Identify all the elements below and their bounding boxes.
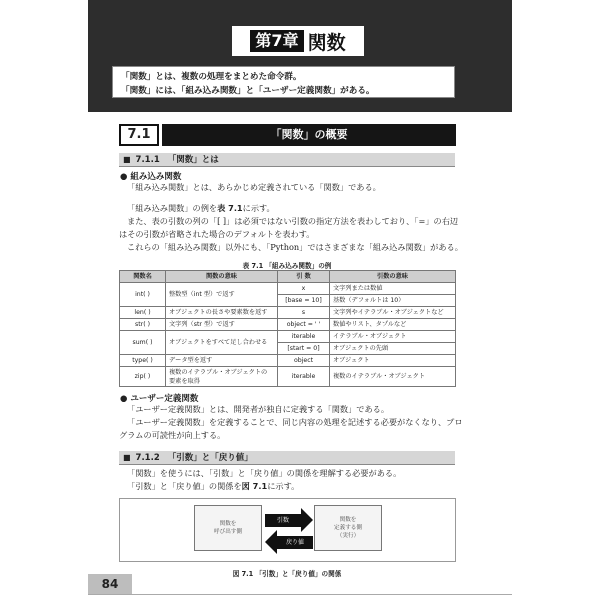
userdef-paragraph: 「ユーザー定義関数」とは、開発者が独自に定義する「関数」である。 [127, 404, 390, 414]
builtin-paragraph: 「組み込み関数」とは、あらかじめ定義されている「関数」である。 [127, 182, 381, 192]
argument-meaning-cell: イテラブル・オブジェクト [330, 331, 456, 343]
section-number: 7.1 [119, 124, 159, 146]
argument-meaning-cell: オブジェクト [330, 355, 456, 367]
text: 「引数」と「戻り値」の関係を [127, 481, 242, 491]
userdef-paragraph: グラムの可読性が向上する。 [119, 430, 226, 440]
function-name-cell: int( ) [120, 283, 166, 307]
meaning-line: 複数のイテラブル・オブジェクトの [169, 368, 268, 376]
function-name-cell: type( ) [120, 355, 166, 367]
builtin-functions-table [119, 270, 456, 387]
function-name-cell: sum( ) [120, 331, 166, 355]
userdef-paragraph: 「ユーザー定義関数」を定義することで、同じ内容の処理を記述する必要がなくなり、プロ [127, 417, 463, 427]
table-reference: 表 7.1 [217, 203, 243, 213]
page-number: 84 [88, 574, 132, 594]
chapter-summary-box [112, 66, 455, 98]
function-name-cell: str( ) [120, 319, 166, 331]
function-meaning-cell: 整数型（int 型）で返す [166, 283, 278, 307]
chapter-number: 第7章 [250, 30, 303, 52]
box-label: 呼び出す側 [214, 529, 242, 535]
argument-cell: iterable [278, 331, 330, 343]
builtin-paragraph: また、表の引数の列の「[ ]」は必須ではない引数の指定方法を表わしており、「=」の右辺 [127, 216, 459, 226]
table-row [120, 319, 456, 331]
text: に示す。 [267, 481, 300, 491]
argument-meaning-cell: 基数（デフォルトは 10） [330, 295, 456, 307]
square-marker-icon: ■ [123, 453, 131, 462]
builtin-paragraph [127, 202, 275, 215]
table-row [120, 367, 456, 387]
text: に示す。 [242, 203, 275, 213]
figure-caption: 図 7.1 「引数」と「戻り値」の関係 [232, 570, 342, 578]
figure-reference: 図 7.1 [241, 481, 268, 491]
table-row [120, 307, 456, 319]
box-label: 関数を [339, 517, 357, 523]
argument-cell: iterable [278, 367, 330, 387]
argument-cell: x [278, 283, 330, 295]
argument-meaning-cell: 文字列または数値 [330, 283, 456, 295]
summary-line: 「関数」とは、複数の処理をまとめた命令群。 [121, 72, 302, 82]
function-meaning-cell: 文字列（str 型）で返す [166, 319, 278, 331]
subsection-number: 7.1.1 [135, 155, 160, 165]
argument-meaning-cell: 複数のイテラブル・オブジェクト [330, 367, 456, 387]
function-meaning-cell: オブジェクトの長さや要素数を返す [166, 307, 278, 319]
section-title: 「関数」の概要 [162, 124, 456, 146]
meaning-line: 要素を取得 [169, 377, 200, 385]
function-meaning-cell [166, 367, 278, 387]
footer-divider [88, 594, 512, 595]
args-paragraph [127, 480, 299, 493]
arrow-label: 戻り値 [277, 536, 313, 549]
builtin-paragraph: はその引数が省略された場合のデフォルトを表わす。 [119, 229, 315, 239]
function-meaning-cell: データ型を返す [166, 355, 278, 367]
subsection-number: 7.1.2 [135, 453, 160, 463]
column-header: 関数の意味 [166, 271, 278, 283]
table-header-row [120, 271, 456, 283]
arrow-right-icon [265, 508, 313, 532]
argument-cell: [start = 0] [278, 343, 330, 355]
subsection-title: 「引数」と「戻り値」 [167, 453, 253, 463]
function-name-cell: len( ) [120, 307, 166, 319]
args-paragraph: 「関数」を使うには、「引数」と「戻り値」の関係を理解する必要がある。 [127, 468, 402, 478]
argument-cell: s [278, 307, 330, 319]
argument-meaning-cell: オブジェクトの先頭 [330, 343, 456, 355]
column-header: 引数の意味 [330, 271, 456, 283]
arrow-head [265, 530, 277, 554]
argument-cell: [base = 10] [278, 295, 330, 307]
caller-box [194, 505, 262, 551]
table-row [120, 283, 456, 295]
builtin-paragraph: これらの「組み込み関数」以外にも、「Python」ではさまざまな「組み込み関数」がある。 [127, 242, 463, 252]
builtin-heading: ● 組み込み関数 [120, 172, 182, 182]
chapter-name: 関数 [307, 31, 346, 54]
table-row [120, 331, 456, 343]
box-label: 関数を [219, 521, 237, 527]
argument-meaning-cell: 数値やリスト、タプルなど [330, 319, 456, 331]
arrow-head [301, 508, 313, 532]
box-label: 定義する側 [334, 525, 362, 531]
arrow-left-icon [265, 530, 313, 554]
summary-line: 「関数」には、「組み込み関数」と「ユーザー定義関数」がある。 [121, 86, 375, 96]
chapter-title [232, 26, 364, 56]
argument-cell: object = ' ' [278, 319, 330, 331]
square-marker-icon: ■ [123, 155, 131, 164]
function-name-cell: zip( ) [120, 367, 166, 387]
subsection-title: 「関数」とは [167, 155, 219, 165]
table-row [120, 355, 456, 367]
text: 「組み込み関数」の例を [127, 203, 218, 213]
subsection-heading [119, 153, 455, 167]
arrow-label: 引数 [265, 514, 301, 527]
function-meaning-cell: オブジェクトをすべて足し合わせる [166, 331, 278, 355]
subsection-heading [119, 451, 455, 465]
definer-box [314, 505, 382, 551]
argument-meaning-cell: 文字列やイテラブル・オブジェクトなど [330, 307, 456, 319]
table-caption: 表 7.1 「組み込み関数」の例 [242, 262, 332, 270]
argument-cell: object [278, 355, 330, 367]
userdef-heading: ● ユーザー定義関数 [120, 394, 199, 404]
column-header: 関数名 [120, 271, 166, 283]
column-header: 引 数 [278, 271, 330, 283]
box-label: （実行） [336, 533, 360, 539]
